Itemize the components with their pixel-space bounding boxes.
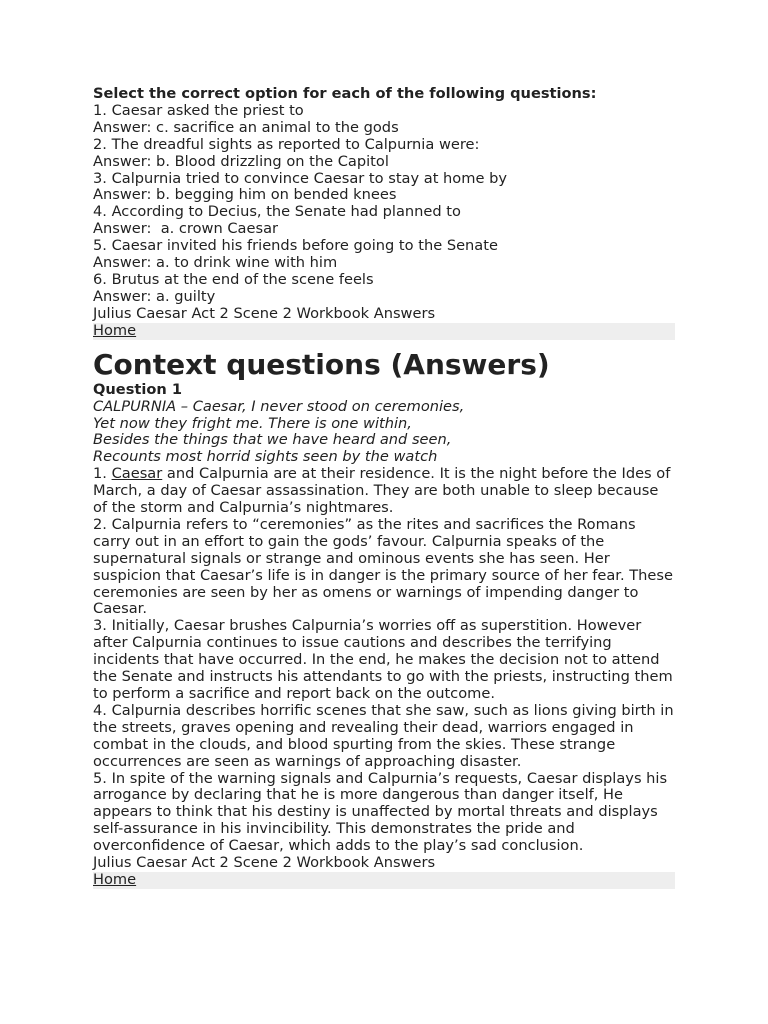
home-link[interactable]: Home bbox=[93, 321, 137, 339]
mcq-question-4: 4. According to Decius, the Senate had planned to bbox=[93, 203, 461, 221]
context-section-title: Context questions (Answers) bbox=[93, 347, 550, 381]
context-footer-text: Julius Caesar Act 2 Scene 2 Workbook Answers bbox=[93, 854, 436, 872]
caesar-link[interactable]: Caesar bbox=[111, 465, 163, 483]
mcq-question-5: 5. Caesar invited his friends before going to the Senate bbox=[93, 237, 498, 255]
context-home-bar bbox=[93, 872, 675, 889]
mcq-heading: Select the correct option for each of the following questions: bbox=[93, 85, 597, 102]
document-page bbox=[93, 86, 675, 889]
quote-line-1: CALPURNIA – Caesar, I never stood on ceremonies, bbox=[93, 397, 465, 415]
mcq-question-1: 1. Caesar asked the priest to bbox=[93, 101, 304, 119]
quote-line-2: Yet now they fright me. There is one within, bbox=[93, 414, 412, 432]
mcq-question-2: 2. The dreadful sights as reported to Calpurnia were: bbox=[93, 135, 480, 153]
mcq-answer-3: Answer: b. begging him on bended knees bbox=[93, 186, 397, 204]
mcq-footer-text: Julius Caesar Act 2 Scene 2 Workbook Answers bbox=[93, 304, 436, 322]
mcq-home-bar bbox=[93, 323, 675, 340]
context-question-label: Question 1 bbox=[93, 380, 183, 398]
context-answer-1 bbox=[93, 466, 675, 517]
context-answer-3: 3. Initially, Caesar brushes Calpurnia’s worries off as superstition. However after Calpurnia continues to issue cautions and describes the terrifying incidents that have occurred. In the end, he makes the decision not to attend the Senate and instructs his attendants to go with the priests, instructing them to perform a sacrifice and report back on the outcome. bbox=[93, 617, 673, 702]
mcq-question-6: 6. Brutus at the end of the scene feels bbox=[93, 270, 374, 288]
context-answer-5: 5. In spite of the warning signals and Calpurnia’s requests, Caesar displays his arrogance by declaring that he is more dangerous than danger itself, He appears to think that his destiny is unaffected by mortal threats and displays self-assurance in his invincibility. This demonstrates the pride and overconfidence of Caesar, which adds to the play’s sad conclusion. bbox=[93, 769, 668, 855]
quote-line-3: Besides the things that we have heard and seen, bbox=[93, 431, 452, 449]
answer-1-prefix: 1. bbox=[93, 465, 112, 483]
mcq-answer-2: Answer: b. Blood drizzling on the Capitol bbox=[93, 152, 389, 170]
home-link-bottom[interactable]: Home bbox=[93, 870, 137, 888]
mcq-answer-6: Answer: a. guilty bbox=[93, 287, 216, 305]
quote-line-4: Recounts most horrid sights seen by the watch bbox=[93, 448, 438, 466]
context-answer-2: 2. Calpurnia refers to “ceremonies” as the rites and sacrifices the Romans carry out in an effort to gain the gods’ favour. Calpurnia speaks of the supernatural signals or strange and ominous events she has seen. Her suspicion that Caesar’s life is in danger is the primary source of her fear. These ceremonies are seen by her as omens or warnings of impending danger to Caesar. bbox=[93, 515, 673, 618]
mcq-question-3: 3. Calpurnia tried to convince Caesar to stay at home by bbox=[93, 169, 507, 187]
context-answer-4: 4. Calpurnia describes horrific scenes that she saw, such as lions giving birth in the streets, graves opening and revealing their dead, warriors engaged in combat in the clouds, and blood spurting from the skies. These strange occurrences are seen as warnings of approaching disaster. bbox=[93, 701, 674, 770]
mcq-answer-4: Answer: a. crown Caesar bbox=[93, 220, 279, 238]
mcq-answer-1: Answer: c. sacrifice an animal to the gods bbox=[93, 118, 399, 136]
mcq-answer-5: Answer: a. to drink wine with him bbox=[93, 254, 338, 272]
answer-1-text: and Calpurnia are at their residence. It is the night before the Ides of March, a day of Caesar assassination. They are both unable to sleep because of the storm and Calpurnia’s nightmares. bbox=[93, 465, 671, 517]
